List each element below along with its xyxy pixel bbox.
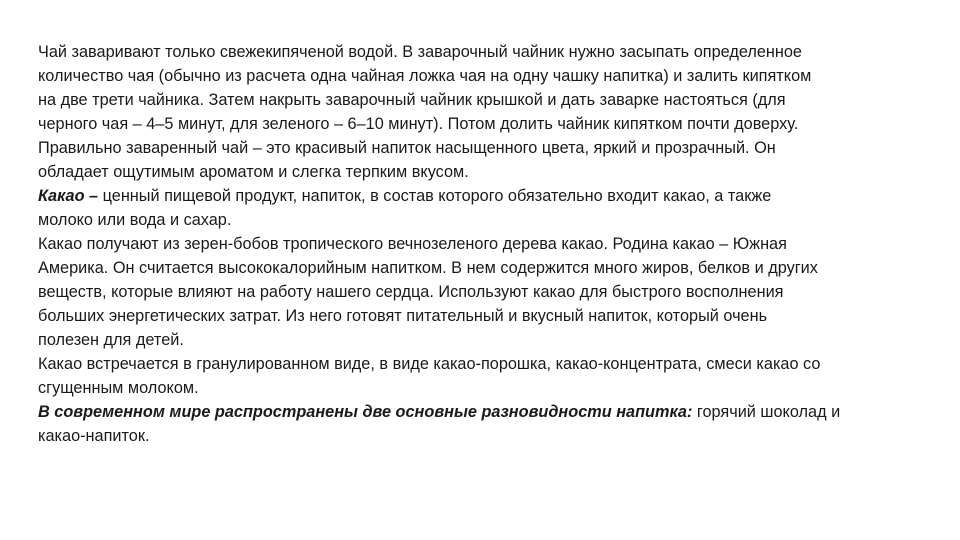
text-line	[38, 424, 938, 448]
line-text: молоко или вода и сахар.	[38, 211, 232, 229]
text-line	[38, 184, 938, 208]
text-line	[38, 400, 938, 424]
text-line	[38, 64, 938, 88]
line-text: черного чая – 4–5 минут, для зеленого – 6–10 минут). Потом долить чайник кипятком почти доверху.	[38, 115, 799, 133]
text-line	[38, 160, 938, 184]
line-text: горячий шоколад и	[692, 403, 841, 421]
text-line	[38, 88, 938, 112]
line-text: Правильно заваренный чай – это красивый напиток насыщенного цвета, яркий и прозрачный. Он	[38, 139, 776, 157]
line-text: веществ, которые влияют на работу нашего сердца. Используют какао для быстрого восполнения	[38, 283, 784, 301]
line-text: Чай заваривают только свежекипяченой водой. В заварочный чайник нужно засыпать определенное	[38, 43, 802, 61]
text-line	[38, 208, 938, 232]
line-text: Какао встречается в гранулированном виде, в виде какао-порошка, какао-концентрата, смеси какао со	[38, 355, 821, 373]
text-line	[38, 280, 938, 304]
text-line	[38, 376, 938, 400]
text-line	[38, 232, 938, 256]
line-text: больших энергетических затрат. Из него готовят питательный и вкусный напиток, который очень	[38, 307, 768, 325]
text-body	[38, 40, 938, 448]
varieties-heading: В современном мире распространены две основные разновидности напитка:	[38, 403, 693, 421]
line-text: какао-напиток.	[38, 427, 150, 445]
text-line	[38, 40, 938, 64]
line-text: на две трети чайника. Затем накрыть заварочный чайник крышкой и дать заварке настояться (для	[38, 91, 786, 109]
text-line	[38, 328, 938, 352]
line-text: сгущенным молоком.	[38, 379, 199, 397]
line-text: полезен для детей.	[38, 331, 184, 349]
cocoa-term: Какао –	[38, 187, 99, 205]
line-text: Какао получают из зерен-бобов тропического вечнозеленого дерева какао. Родина какао – Южная	[38, 235, 787, 253]
line-text: количество чая (обычно из расчета одна чайная ложка чая на одну чашку напитка) и залить кипятком	[38, 67, 812, 85]
text-line	[38, 304, 938, 328]
text-line	[38, 112, 938, 136]
line-text: Америка. Он считается высококалорийным напитком. В нем содержится много жиров, белков и других	[38, 259, 818, 277]
text-line	[38, 256, 938, 280]
line-text: обладает ощутимым ароматом и слегка терпким вкусом.	[38, 163, 469, 181]
text-line	[38, 352, 938, 376]
line-text: ценный пищевой продукт, напиток, в состав которого обязательно входит какао, а также	[98, 187, 772, 205]
text-line	[38, 136, 938, 160]
